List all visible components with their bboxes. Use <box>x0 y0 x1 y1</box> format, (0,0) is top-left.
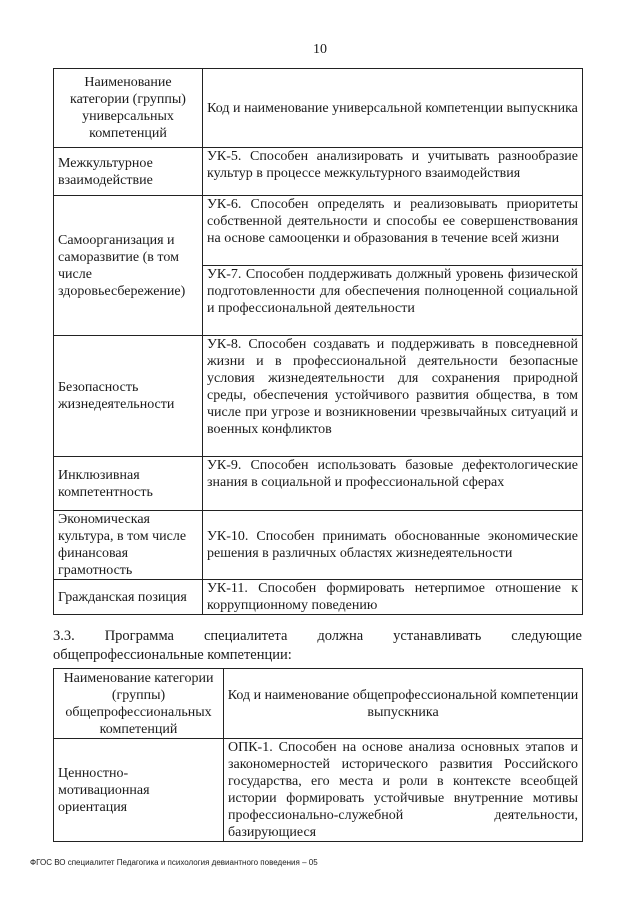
table-row <box>54 739 583 842</box>
competence-cell: УК-8. Способен создавать и поддерживать в повседневной жизни и в профессиональной деятельности безопасные условия жизнедеятельности для сохранения природной среды, обеспечения устойчивого развития общества, в том числе при угрозе и возникновении чрезвычайных ситуаций и военных конфликтов <box>203 336 583 457</box>
table-header-row <box>54 69 583 148</box>
category-cell: Экономическая культура, в том числе финансовая грамотность <box>54 511 203 580</box>
category-cell: Инклюзивная компетентность <box>54 457 203 511</box>
category-cell: Самоорганизация и саморазвитие (в том числе здоровьесбережение) <box>54 196 203 336</box>
universal-competences-table <box>53 68 583 615</box>
table-row <box>54 580 583 615</box>
table-row <box>54 457 583 511</box>
table-row <box>54 148 583 196</box>
header-competence: Код и наименование общепрофессиональной компетенции выпускника <box>224 669 583 739</box>
header-category: Наименование категории (группы) общепрофессиональных компетенций <box>54 669 224 739</box>
table-header-row <box>54 669 583 739</box>
category-cell: Межкультурное взаимодействие <box>54 148 203 196</box>
competence-cell: УК-11. Способен формировать нетерпимое отношение к коррупционному поведению <box>203 580 583 615</box>
section-paragraph: 3.3. Программа специалитета должна устанавливать следующие общепрофессиональные компетенции: <box>53 628 582 663</box>
page-number: 10 <box>313 42 327 57</box>
competence-cell: УК-10. Способен принимать обоснованные экономические решения в различных областях жизнедеятельности <box>203 511 583 580</box>
competence-cell: УК-5. Способен анализировать и учитывать разнообразие культур в процессе межкультурного взаимодействия <box>203 148 583 196</box>
header-competence: Код и наименование универсальной компетенции выпускника <box>203 69 583 148</box>
competence-cell: ОПК-1. Способен на основе анализа основных этапов и закономерностей исторического развития Российского государства, его места и роли в контексте всеобщей истории формировать устойчивые внутренние мотивы профессионально-служебной деятельности, базирующиеся <box>224 739 583 842</box>
general-professional-competences-table <box>53 668 583 842</box>
table-row <box>54 511 583 580</box>
category-cell: Безопасность жизнедеятельности <box>54 336 203 457</box>
category-cell: Ценностно-мотивационная ориентация <box>54 739 224 842</box>
competence-cell: УК-9. Способен использовать базовые дефектологические знания в социальной и профессиональной сферах <box>203 457 583 511</box>
footer: ФГОС ВО специалитет Педагогика и психология девиантного поведения – 05 <box>30 858 318 867</box>
table-row <box>54 336 583 457</box>
header-category: Наименование категории (группы) универсальных компетенций <box>54 69 203 148</box>
competence-cell: УК-6. Способен определять и реализовывать приоритеты собственной деятельности и способы ее совершенствования на основе самооценки и образования в течение всей жизни <box>203 196 583 266</box>
category-cell: Гражданская позиция <box>54 580 203 615</box>
competence-cell: УК-7. Способен поддерживать должный уровень физической подготовленности для обеспечения полноценной социальной и профессиональной деятельности <box>203 266 583 336</box>
table-row <box>54 196 583 266</box>
